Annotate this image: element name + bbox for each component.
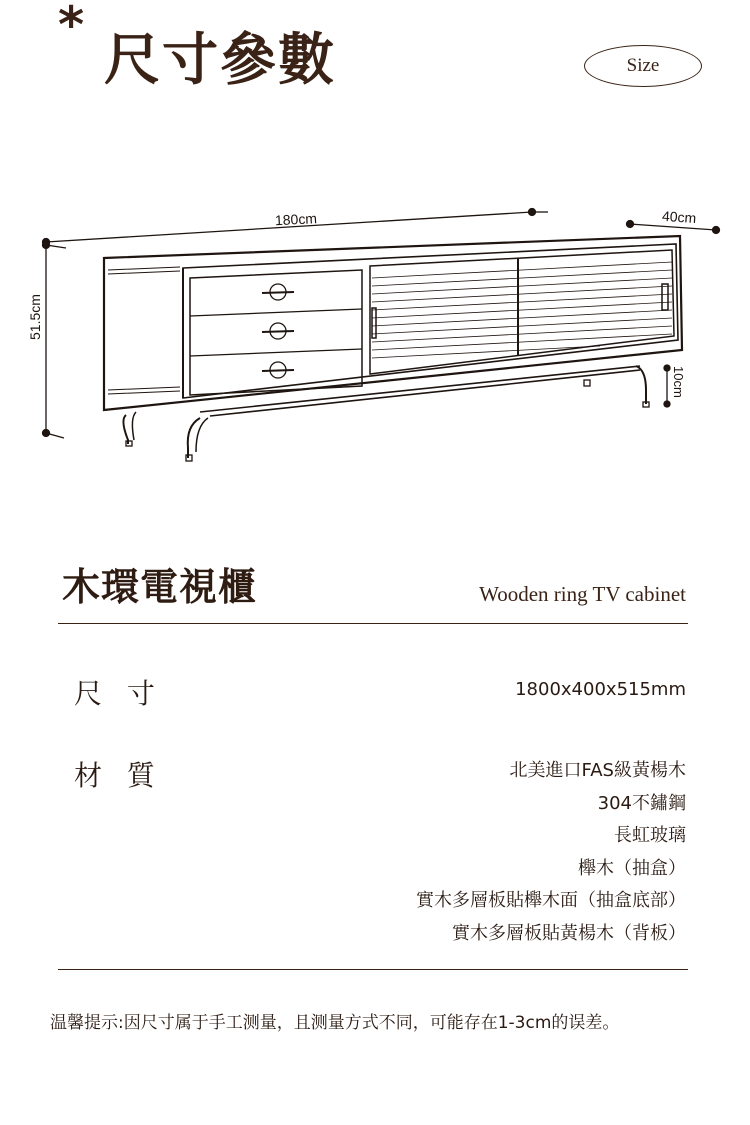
material-item: 櫸木（抽盒） — [578, 857, 686, 879]
divider — [58, 969, 688, 970]
drawer-ring-handle — [262, 284, 294, 378]
leg-height-label: 10cm — [671, 366, 686, 398]
depth-label: 40cm — [661, 207, 697, 227]
decorative-asterisk: * — [58, 0, 85, 54]
material-item: 長虹玻璃 — [614, 825, 686, 846]
material-label: 材 質 — [74, 759, 163, 792]
size-value: 1800x400x515mm — [515, 679, 686, 700]
depth-dimension-line — [630, 224, 716, 230]
size-label: 尺 寸 — [74, 677, 163, 710]
material-item: 實木多層板貼黃楊木（背板） — [452, 922, 686, 944]
height-label: 51.5cm — [27, 294, 43, 340]
product-name-en: Wooden ring TV cabinet — [479, 582, 686, 606]
divider — [58, 623, 688, 624]
fluted-glass — [372, 262, 672, 358]
width-label: 180cm — [274, 210, 318, 229]
page-title: 尺寸參數 — [104, 27, 336, 93]
product-name-zh: 木環電視櫃 — [62, 564, 258, 609]
cabinet-dimension-drawing — [0, 190, 750, 480]
material-item: 304不鏽鋼 — [597, 792, 686, 814]
material-list — [416, 755, 686, 950]
size-badge: Size — [584, 45, 702, 87]
material-item: 北美進口FAS級黃楊木 — [509, 760, 686, 781]
material-item: 實木多層板貼櫸木面（抽盒底部） — [416, 890, 686, 911]
measurement-note: 温馨提示:因尺寸属于手工测量，且测量方式不同，可能存在1-3cm的误差。 — [50, 1013, 620, 1033]
